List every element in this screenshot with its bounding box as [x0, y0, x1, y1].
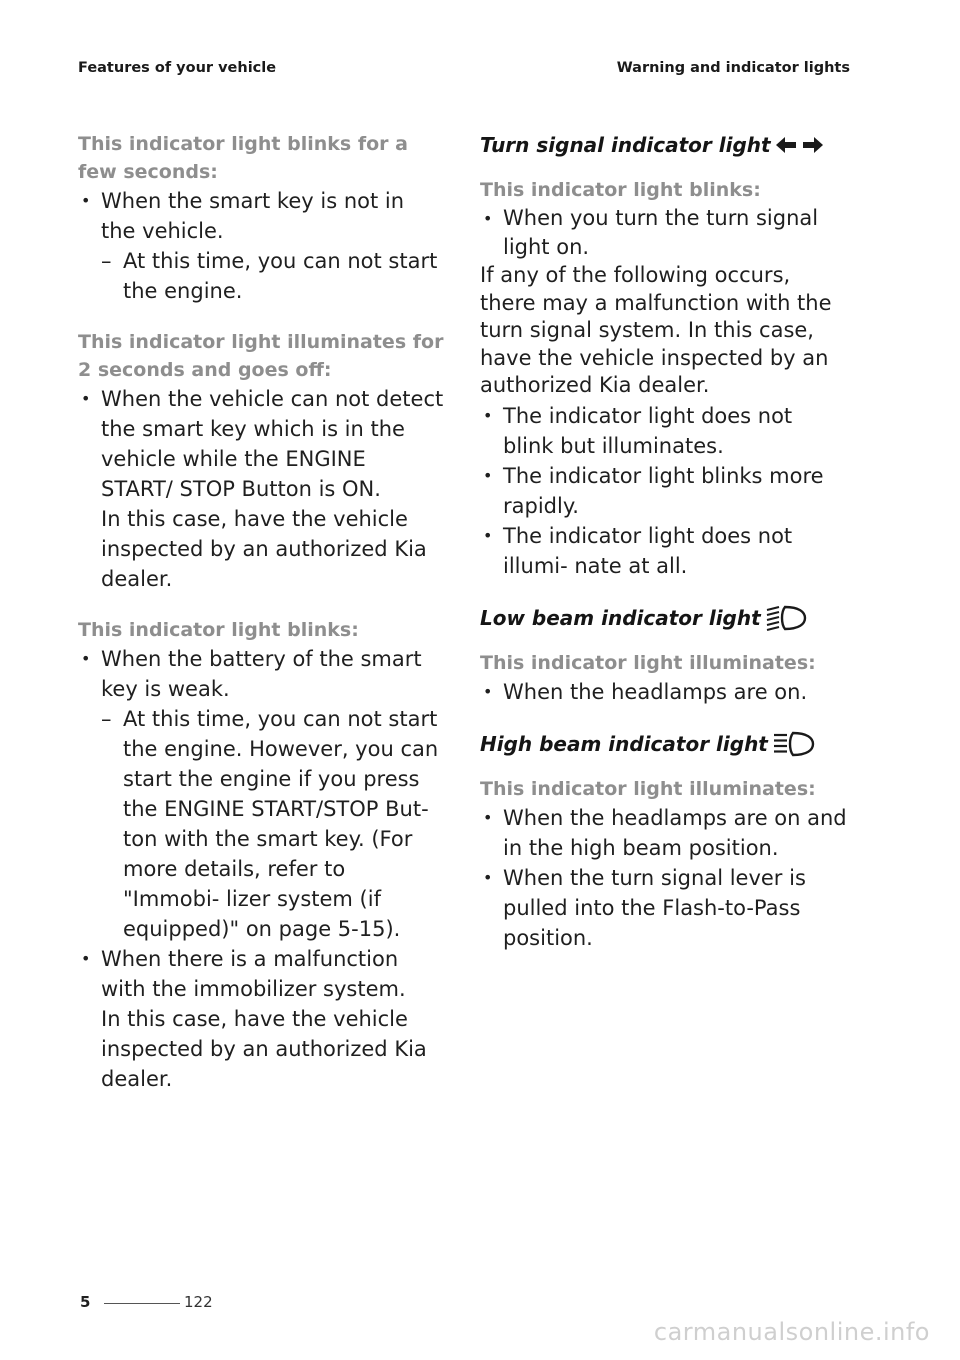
- heading-text: Low beam indicator light: [480, 605, 761, 630]
- bullet-item: [78, 944, 444, 1094]
- watermark: carmanualsonline.info: [653, 1318, 930, 1346]
- subheading-illuminates: This indicator light illuminates:: [480, 777, 816, 800]
- dash-item: [101, 246, 444, 306]
- bullet-item: [78, 644, 444, 944]
- subheading-blinks-few-seconds: This indicator light blinks for a few seconds:: [78, 133, 408, 183]
- low-beam-icon: [765, 604, 807, 632]
- dash-text: At this time, you can not start the engine.: [123, 249, 438, 303]
- bullet-text: When the vehicle can not detect the smart key which is in the vehicle while the ENGINE START/ STOP Button is ON.: [101, 387, 444, 501]
- heading-low-beam: [480, 603, 848, 633]
- bullet-item: • When the headlamps are on.: [480, 677, 848, 707]
- bullet-list: [480, 803, 848, 953]
- bullet-list: [78, 384, 444, 594]
- subheading-blinks: This indicator light blinks:: [78, 619, 359, 641]
- bullet-item: • When the headlamps are on and in the high beam position.: [480, 803, 848, 863]
- bullet-item: [78, 384, 444, 594]
- bullet-item: • When the turn signal lever is pulled into the Flash-to-Pass position.: [480, 863, 848, 953]
- heading-turn-signal: [480, 130, 848, 160]
- bullet-text: When the battery of the smart key is weak.: [101, 647, 422, 701]
- heading-high-beam: [480, 729, 848, 759]
- heading-text: High beam indicator light: [480, 731, 768, 756]
- running-header-topic: Warning and indicator lights: [616, 60, 850, 76]
- bullet-list: [480, 401, 848, 581]
- dash-mark: –: [101, 707, 112, 731]
- bullet-list: [480, 204, 848, 262]
- bullet-list: [78, 644, 444, 1094]
- bullet-list: [78, 186, 444, 306]
- bullet-item: • The indicator light does not blink but illuminates.: [480, 401, 848, 461]
- bullet-text: When the smart key is not in the vehicle.: [101, 189, 405, 243]
- footer-rule: [104, 1303, 180, 1304]
- bullet-item: • The indicator light does not illumi- nate at all.: [480, 521, 848, 581]
- dash-mark: –: [101, 249, 112, 273]
- footer-chapter-number: 5: [80, 1293, 91, 1311]
- footer-page-number: 122: [184, 1293, 213, 1311]
- running-header-section: Features of your vehicle: [78, 60, 277, 76]
- bullet-note: In this case, have the vehicle inspected by an authorized Kia dealer.: [101, 1007, 427, 1091]
- high-beam-icon: [772, 730, 816, 758]
- left-column: [78, 130, 444, 1094]
- bullet-text: When there is a malfunction with the immobilizer system.: [101, 947, 406, 1001]
- dash-text: At this time, you can not start the engine. However, you can start the engine if you press the ENGINE START/STOP But- ton with the smart key. (For more details, refer to "Immobi- lizer system (if equipped)" on page 5-15).: [123, 707, 439, 941]
- bullet-list: [480, 677, 848, 707]
- bullet-item: • When you turn the turn signal light on.: [480, 204, 848, 262]
- bullet-note: In this case, have the vehicle inspected by an authorized Kia dealer.: [101, 507, 427, 591]
- subheading-illuminates: This indicator light illuminates:: [480, 651, 816, 674]
- right-column: [480, 130, 848, 953]
- turn-signal-arrows-icon: [775, 134, 825, 156]
- dash-item: [101, 704, 444, 944]
- subheading-illuminates-2-seconds: This indicator light illuminates for 2 seconds and goes off:: [78, 331, 444, 381]
- bullet-item: [78, 186, 444, 306]
- subheading-blinks: This indicator light blinks:: [480, 179, 761, 201]
- paragraph-malfunction: If any of the following occurs, there may a malfunction with the turn signal system. In this case, have the vehicle inspected by an authorized Kia dealer.: [480, 263, 832, 397]
- heading-text: Turn signal indicator light: [480, 133, 771, 157]
- bullet-item: • The indicator light blinks more rapidly.: [480, 461, 848, 521]
